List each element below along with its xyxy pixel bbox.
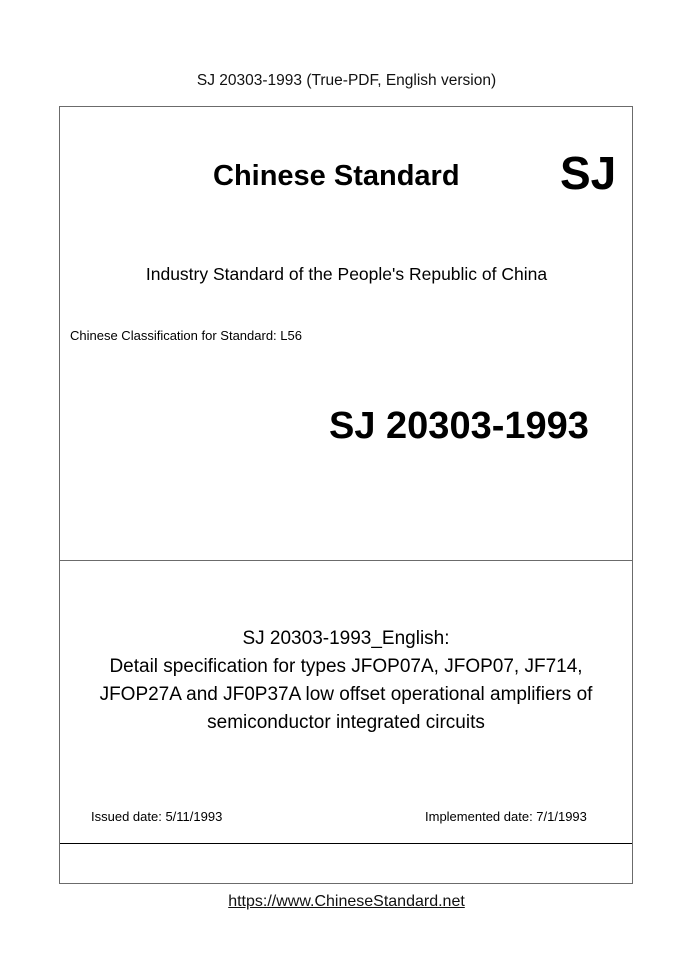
- implemented-date: Implemented date: 7/1/1993: [425, 809, 587, 824]
- description-line: SJ 20303-1993_English:: [242, 628, 450, 649]
- bottom-divider: [60, 843, 632, 844]
- issued-date: Issued date: 5/11/1993: [91, 809, 223, 824]
- footer: [0, 893, 693, 911]
- page-header: SJ 20303-1993 (True-PDF, English version): [196, 72, 497, 89]
- description-line: semiconductor integrated circuits: [207, 712, 485, 733]
- description-line: JFOP27A and JF0P37A low offset operational amplifiers of: [99, 684, 593, 705]
- standard-number: SJ 20303-1993: [329, 405, 589, 447]
- main-title: Chinese Standard: [213, 160, 460, 192]
- website-link[interactable]: https://www.ChineseStandard.net: [228, 893, 465, 910]
- description-line: Detail specification for types JFOP07A, JFOP07, JF714,: [109, 656, 583, 677]
- section-divider: [60, 560, 632, 561]
- subtitle: Industry Standard of the People's Republic of China: [145, 264, 548, 284]
- description-block: [59, 625, 633, 737]
- classification-text: Chinese Classification for Standard: L56: [70, 328, 302, 343]
- cover-frame: [59, 106, 633, 884]
- standard-mark: SJ: [560, 147, 617, 199]
